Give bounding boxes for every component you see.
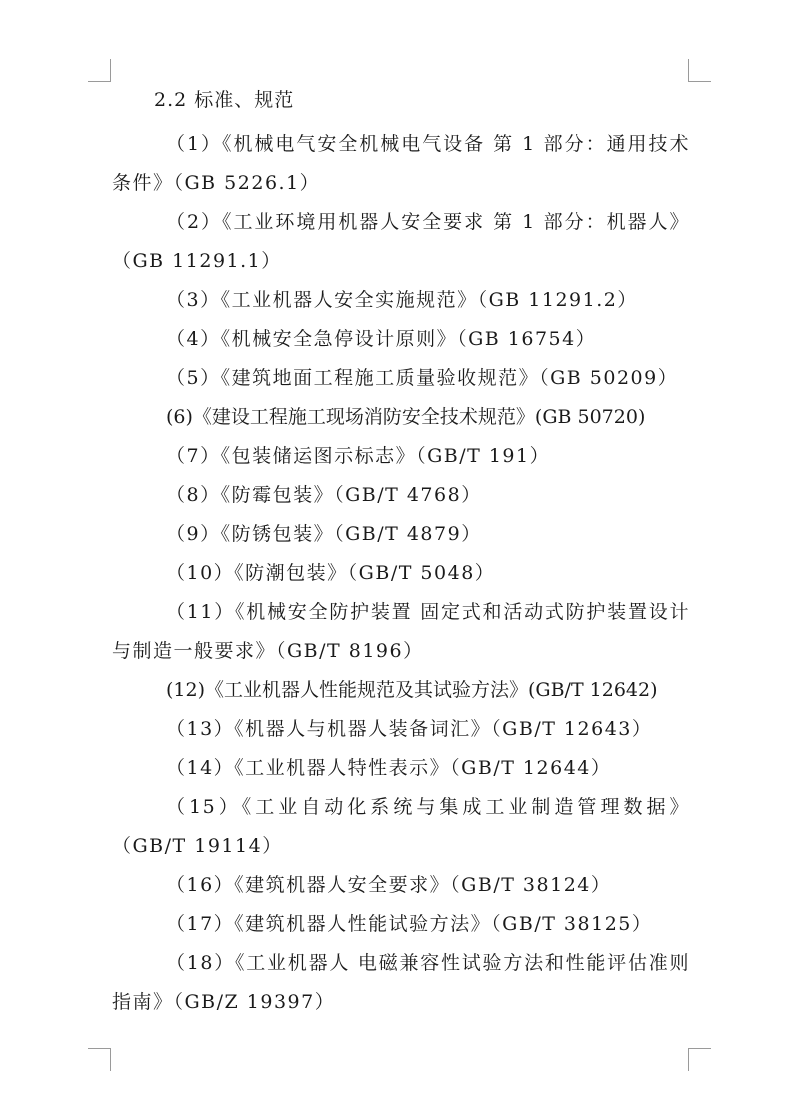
reference-item-17: （17）《建筑机器人性能试验方法》（GB/T 38125） [166,913,653,935]
reference-item-9: （9）《防锈包装》（GB/T 4879） [166,523,482,545]
reference-item-13: （13）《机器人与机器人装备词汇》（GB/T 12643） [166,718,653,740]
page-corner-mark-bottom-right [688,1048,711,1071]
reference-item-7: （7）《包装储运图示标志》（GB/T 191） [166,445,551,467]
page-corner-mark-top-left [88,59,111,82]
reference-item-12: (12)《工业机器人性能规范及其试验方法》(GB/T 12642) [166,679,658,701]
reference-item-14: （14）《工业机器人特性表示》（GB/T 12644） [166,757,612,779]
document-body [112,86,690,1022]
reference-item-8: （8）《防霉包装》（GB/T 4768） [166,484,482,506]
reference-item-16: （16）《建筑机器人安全要求》（GB/T 38124） [166,874,612,896]
reference-item-15: （15）《工业自动化系统与集成工业制造管理数据》（GB/T 19114） [112,796,690,857]
page-corner-mark-top-right [688,59,711,82]
reference-item-3: （3）《工业机器人安全实施规范》（GB 11291.2） [166,289,638,311]
reference-item-2: （2）《工业环境用机器人安全要求 第 1 部分：机器人》（GB 11291.1） [112,211,690,272]
section-heading: 2.2 标准、规范 [154,89,295,111]
reference-item-4: （4）《机械安全急停设计原则》（GB 16754） [166,328,597,350]
reference-item-18: （18）《工业机器人 电磁兼容性试验方法和性能评估准则指南》（GB/Z 19397） [112,952,690,1013]
reference-item-11: （11）《机械安全防护装置 固定式和活动式防护装置设计与制造一般要求》（GB/T 8196） [112,601,690,662]
page-corner-mark-bottom-left [88,1048,111,1071]
reference-item-5: （5）《建筑地面工程施工质量验收规范》（GB 50209） [166,367,679,389]
reference-item-6: (6)《建设工程施工现场消防安全技术规范》(GB 50720) [166,406,646,428]
reference-item-10: （10）《防潮包装》（GB/T 5048） [166,562,496,584]
reference-item-1: （1）《机械电气安全机械电气设备 第 1 部分：通用技术条件》（GB 5226.1） [112,133,690,194]
